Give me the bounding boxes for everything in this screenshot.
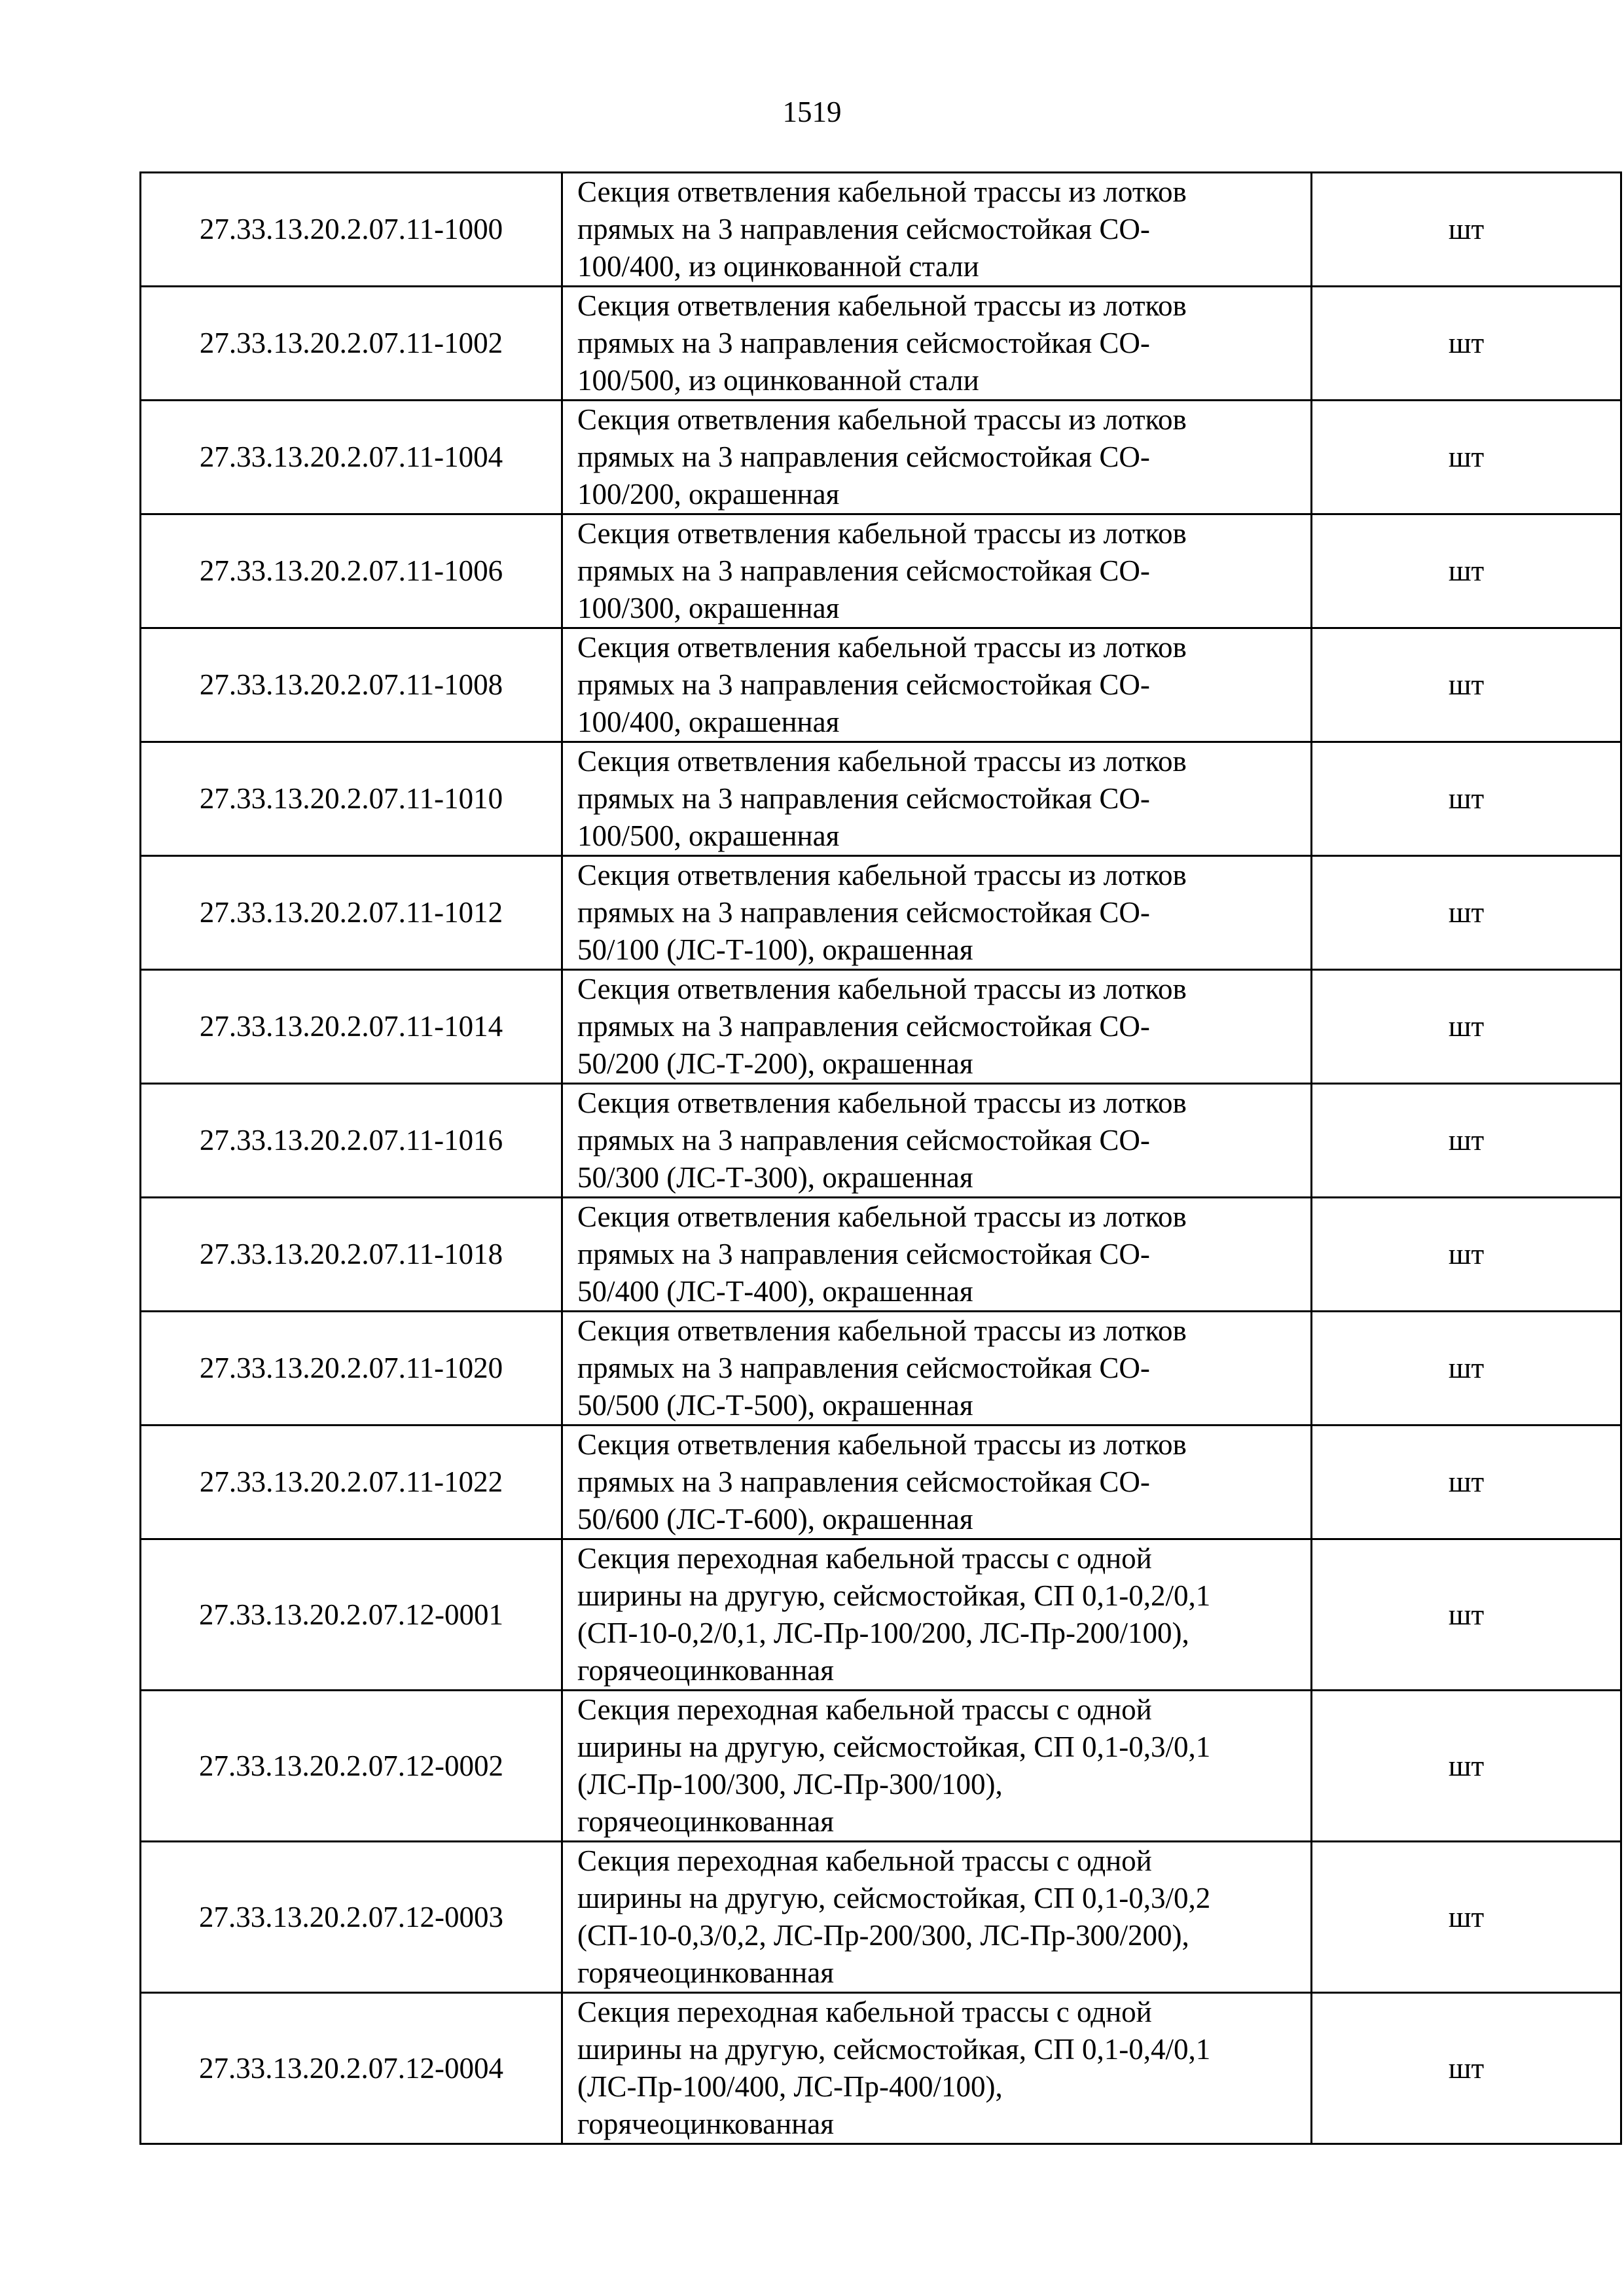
item-name <box>562 1993 1312 2144</box>
item-name-line: 50/200 (ЛС-Т-200), окрашенная <box>577 1047 973 1080</box>
item-code: 27.33.13.20.2.07.12-0003 <box>141 1842 562 1993</box>
item-name <box>562 1539 1312 1691</box>
item-unit: шт <box>1312 742 1621 856</box>
item-name-line: (СП-10-0,3/0,2, ЛС-Пр-200/300, ЛС-Пр-300/200), <box>577 1919 1189 1952</box>
item-name-line: прямых на 3 направления сейсмостойкая СО- <box>577 668 1150 701</box>
item-name <box>562 514 1312 628</box>
item-name-line: Секция ответвления кабельной трассы из лотков <box>577 745 1187 778</box>
item-name <box>562 1084 1312 1198</box>
item-name-line: горячеоцинкованная <box>577 1956 834 1989</box>
item-name-line: горячеоцинкованная <box>577 1654 834 1687</box>
table-row <box>141 173 1621 287</box>
item-code: 27.33.13.20.2.07.12-0002 <box>141 1691 562 1842</box>
item-name-line: ширины на другую, сейсмостойкая, СП 0,1-0,2/0,1 <box>577 1579 1211 1612</box>
table-row <box>141 287 1621 401</box>
item-name-line: прямых на 3 направления сейсмостойкая СО- <box>577 1465 1150 1498</box>
item-name-line: ширины на другую, сейсмостойкая, СП 0,1-0,4/0,1 <box>577 2033 1211 2066</box>
item-unit: шт <box>1312 970 1621 1084</box>
item-name-line: 50/100 (ЛС-Т-100), окрашенная <box>577 933 973 966</box>
item-unit: шт <box>1312 1691 1621 1842</box>
item-code: 27.33.13.20.2.07.11-1016 <box>141 1084 562 1198</box>
item-name-line: 50/400 (ЛС-Т-400), окрашенная <box>577 1275 973 1308</box>
item-unit: шт <box>1312 401 1621 514</box>
item-name-line: прямых на 3 направления сейсмостойкая СО- <box>577 213 1150 245</box>
table-row <box>141 970 1621 1084</box>
table-row <box>141 856 1621 970</box>
item-name-line: горячеоцинкованная <box>577 1805 834 1838</box>
item-code: 27.33.13.20.2.07.11-1020 <box>141 1312 562 1426</box>
item-name-line: прямых на 3 направления сейсмостойкая СО- <box>577 440 1150 473</box>
table-row <box>141 1993 1621 2144</box>
item-code: 27.33.13.20.2.07.11-1010 <box>141 742 562 856</box>
item-name-line: 100/200, окрашенная <box>577 478 840 511</box>
item-name <box>562 1426 1312 1539</box>
item-unit: шт <box>1312 287 1621 401</box>
item-name-line: 50/600 (ЛС-Т-600), окрашенная <box>577 1503 973 1535</box>
item-code: 27.33.13.20.2.07.11-1014 <box>141 970 562 1084</box>
item-name-line: прямых на 3 направления сейсмостойкая СО- <box>577 896 1150 929</box>
item-code: 27.33.13.20.2.07.12-0004 <box>141 1993 562 2144</box>
page-number: 1519 <box>782 96 842 128</box>
item-name <box>562 173 1312 287</box>
item-code: 27.33.13.20.2.07.12-0001 <box>141 1539 562 1691</box>
table-row <box>141 1198 1621 1312</box>
item-name-line: (СП-10-0,2/0,1, ЛС-Пр-100/200, ЛС-Пр-200/100), <box>577 1617 1189 1649</box>
item-name-line: Секция ответвления кабельной трассы из лотков <box>577 859 1187 891</box>
item-name-line: ширины на другую, сейсмостойкая, СП 0,1-0,3/0,2 <box>577 1882 1211 1914</box>
item-name-line: Секция ответвления кабельной трассы из лотков <box>577 1428 1187 1461</box>
item-name-line: прямых на 3 направления сейсмостойкая СО- <box>577 1238 1150 1270</box>
item-unit: шт <box>1312 1539 1621 1691</box>
item-unit: шт <box>1312 856 1621 970</box>
item-name-line: прямых на 3 направления сейсмостойкая СО- <box>577 1352 1150 1384</box>
item-name-line: 100/500, окрашенная <box>577 819 840 852</box>
item-name-line: Секция ответвления кабельной трассы из лотков <box>577 1200 1187 1233</box>
item-unit: шт <box>1312 1842 1621 1993</box>
item-name <box>562 856 1312 970</box>
item-name-line: ширины на другую, сейсмостойкая, СП 0,1-0,3/0,1 <box>577 1731 1211 1763</box>
table-row <box>141 628 1621 742</box>
item-name <box>562 287 1312 401</box>
table-row <box>141 1842 1621 1993</box>
table-row <box>141 1539 1621 1691</box>
item-code: 27.33.13.20.2.07.11-1002 <box>141 287 562 401</box>
item-name-line: горячеоцинкованная <box>577 2108 834 2140</box>
item-name-line: (ЛС-Пр-100/400, ЛС-Пр-400/100), <box>577 2070 1003 2103</box>
item-name <box>562 401 1312 514</box>
item-name-line: Секция переходная кабельной трассы с одной <box>577 1996 1152 2028</box>
table-row <box>141 514 1621 628</box>
item-unit: шт <box>1312 514 1621 628</box>
item-name <box>562 1842 1312 1993</box>
item-name-line: 50/500 (ЛС-Т-500), окрашенная <box>577 1389 973 1422</box>
item-name <box>562 970 1312 1084</box>
item-name <box>562 1198 1312 1312</box>
item-code: 27.33.13.20.2.07.11-1006 <box>141 514 562 628</box>
item-name-line: Секция переходная кабельной трассы с одной <box>577 1542 1152 1575</box>
item-unit: шт <box>1312 1426 1621 1539</box>
table-row <box>141 401 1621 514</box>
item-unit: шт <box>1312 1312 1621 1426</box>
item-name <box>562 628 1312 742</box>
item-unit: шт <box>1312 1084 1621 1198</box>
item-name-line: Секция ответвления кабельной трассы из лотков <box>577 175 1187 208</box>
item-name-line: 100/300, окрашенная <box>577 592 840 624</box>
item-name-line: Секция ответвления кабельной трассы из лотков <box>577 1086 1187 1119</box>
item-name-line: прямых на 3 направления сейсмостойкая СО- <box>577 1010 1150 1043</box>
item-name-line: прямых на 3 направления сейсмостойкая СО- <box>577 327 1150 359</box>
item-unit: шт <box>1312 628 1621 742</box>
item-name <box>562 1312 1312 1426</box>
item-name-line: Секция ответвления кабельной трассы из лотков <box>577 517 1187 550</box>
item-name-line: Секция ответвления кабельной трассы из лотков <box>577 973 1187 1005</box>
item-code: 27.33.13.20.2.07.11-1018 <box>141 1198 562 1312</box>
table-row <box>141 1691 1621 1842</box>
item-code: 27.33.13.20.2.07.11-1004 <box>141 401 562 514</box>
item-name-line: 100/500, из оцинкованной стали <box>577 364 979 397</box>
item-name-line: прямых на 3 направления сейсмостойкая СО- <box>577 554 1150 587</box>
item-code: 27.33.13.20.2.07.11-1000 <box>141 173 562 287</box>
item-name <box>562 742 1312 856</box>
item-name-line: Секция переходная кабельной трассы с одной <box>577 1844 1152 1877</box>
table-row <box>141 1312 1621 1426</box>
item-name-line: Секция переходная кабельной трассы с одной <box>577 1693 1152 1726</box>
item-name-line: 50/300 (ЛС-Т-300), окрашенная <box>577 1161 973 1194</box>
item-name-line: Секция ответвления кабельной трассы из лотков <box>577 1314 1187 1347</box>
classifier-table <box>139 171 1622 2145</box>
item-unit: шт <box>1312 173 1621 287</box>
item-name-line: Секция ответвления кабельной трассы из лотков <box>577 631 1187 664</box>
item-code: 27.33.13.20.2.07.11-1008 <box>141 628 562 742</box>
item-name <box>562 1691 1312 1842</box>
table-row <box>141 1084 1621 1198</box>
item-name-line: 100/400, из оцинкованной стали <box>577 250 979 283</box>
item-name-line: 100/400, окрашенная <box>577 706 840 738</box>
item-code: 27.33.13.20.2.07.11-1012 <box>141 856 562 970</box>
item-name-line: (ЛС-Пр-100/300, ЛС-Пр-300/100), <box>577 1768 1003 1801</box>
table-row <box>141 1426 1621 1539</box>
item-code: 27.33.13.20.2.07.11-1022 <box>141 1426 562 1539</box>
item-unit: шт <box>1312 1993 1621 2144</box>
item-name-line: прямых на 3 направления сейсмостойкая СО- <box>577 1124 1150 1157</box>
item-name-line: прямых на 3 направления сейсмостойкая СО- <box>577 782 1150 815</box>
item-name-line: Секция ответвления кабельной трассы из лотков <box>577 289 1187 322</box>
item-unit: шт <box>1312 1198 1621 1312</box>
table-row <box>141 742 1621 856</box>
item-name-line: Секция ответвления кабельной трассы из лотков <box>577 403 1187 436</box>
table-body <box>141 173 1621 2144</box>
